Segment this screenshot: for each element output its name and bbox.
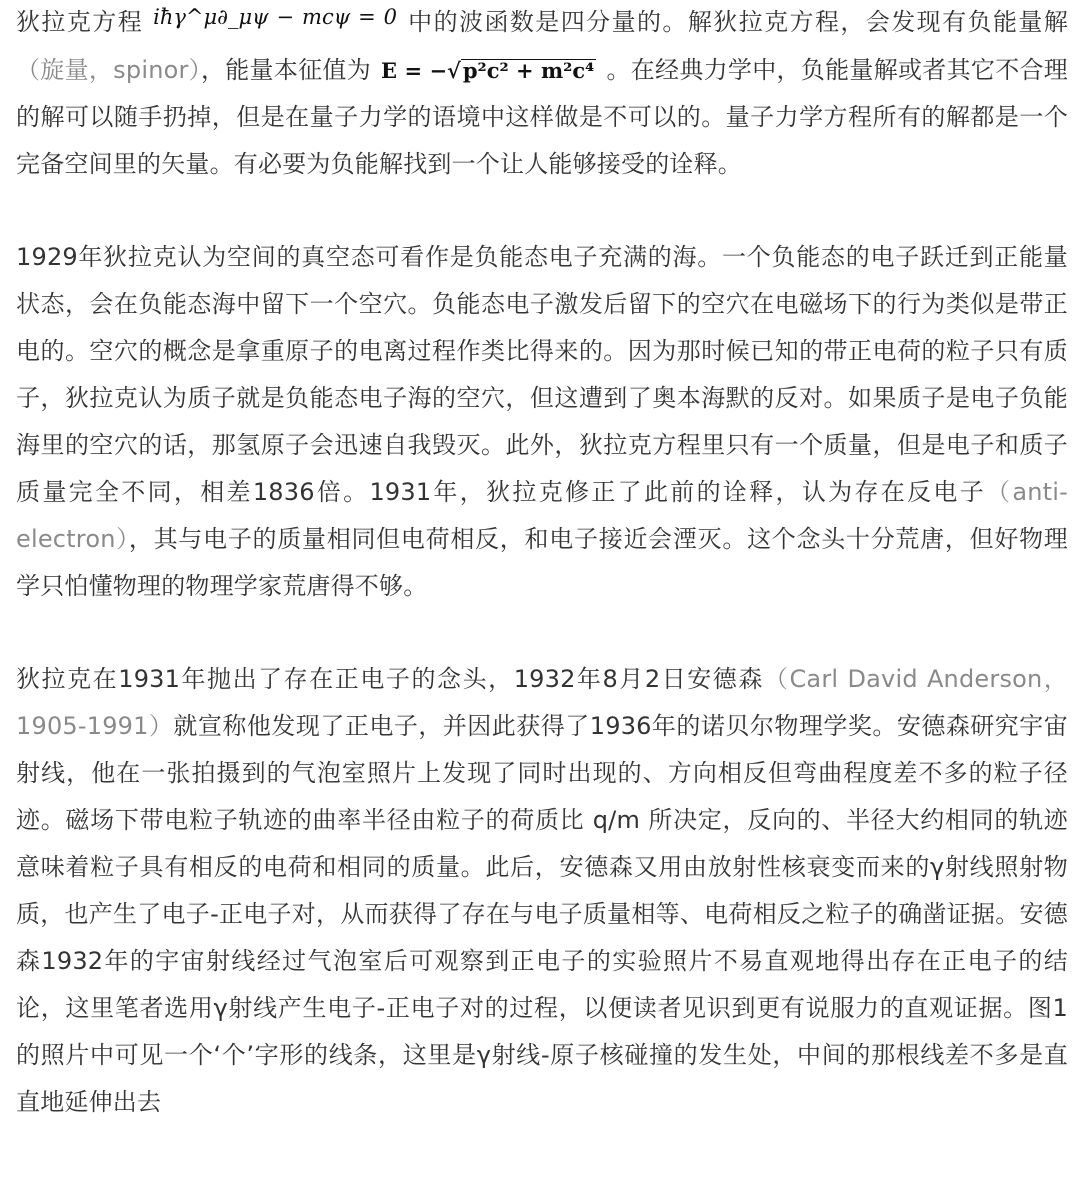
spinor-note: （旋量，spinor） bbox=[16, 56, 201, 84]
bottom-edge bbox=[0, 1185, 1080, 1195]
text-segment: ，能量本征值为 bbox=[200, 56, 372, 84]
dirac-equation-formula: iħγ^μ∂_μψ − mcψ = 0 bbox=[153, 5, 397, 29]
anti-electron-note: （anti-electron） bbox=[16, 478, 1069, 553]
paragraph-positron-discovery bbox=[16, 656, 1068, 1126]
text-segment: ，其与电子的质量相同但电荷相反，和电子接近会湮灭。这个念头十分荒唐，但好物理学只怕懂物理的物理学家荒唐得不够。 bbox=[16, 525, 1068, 600]
text-segment: 狄拉克在1931年抛出了存在正电子的念头，1932年8月2日安德森 bbox=[16, 665, 764, 693]
text-segment: 就宣称他发现了正电子，并因此获得了1936年的诺贝尔物理学奖。安德森研究宇宙射线，他在一张拍摄到的气泡室照片上发现了同时出现的、方向相反但弯曲程度差不多的粒子径迹。磁场下带电粒子轨迹的曲率半径由粒子的荷质比 q/m 所决定，反向的、半径大约相同的轨迹意味着粒子具有相反的电荷和相同的质量。此后，安德森又用由放射性核衰变而来的γ射线照射物质，也产生了电子-正电子对，从而获得了存在与电子质量相等、电荷相反之粒子的确凿证据。安德森1932年的宇宙射线经过气泡室后可观察到正电子的实验照片不易直观地得出存在正电子的结论，这里笔者选用γ射线产生电子-正电子对的过程，以便读者见识到更有说服力的直观证据。图1的照片中可见一个‘个’字形的线条，这里是γ射线-原子核碰撞的发生处，中间的那根线差不多是直直地延伸出去 bbox=[16, 712, 1068, 1116]
text-segment: 狄拉克方程 bbox=[16, 8, 144, 36]
formula-radicand: p²c² + m²c⁴ bbox=[462, 58, 595, 83]
text-segment: 。在经典力学中，负能量解或者其它不合理的解可以随手扔掉，但是在量子力学的语境中这样做是不可以的。量子力学方程所有的解都是一个完备空间里的矢量。有必要为负能解找到一个让人能够接受的诠释。 bbox=[16, 56, 1068, 178]
anderson-note: （Carl David Anderson，1905-1991） bbox=[16, 665, 1068, 740]
article-body bbox=[16, 0, 1068, 1126]
energy-eigenvalue-formula: E = −√p²c² + m²c⁴ bbox=[381, 58, 595, 83]
text-segment: 1929年狄拉克认为空间的真空态可看作是负能态电子充满的海。一个负能态的电子跃迁到正能量状态，会在负能态海中留下一个空穴。负能态电子激发后留下的空穴在电磁场下的行为类似是带正电的。空穴的概念是拿重原子的电离过程作类比得来的。因为那时候已知的带正电荷的粒子只有质子，狄拉克认为质子就是负能态电子海的空穴，但这遭到了奥本海默的反对。如果质子是电子负能海里的空穴的话，那氢原子会迅速自我毁灭。此外，狄拉克方程里只有一个质量，但是电子和质子质量完全不同，相差1836倍。1931年，狄拉克修正了此前的诠释，认为存在反电子 bbox=[16, 243, 1068, 506]
paragraph-dirac-sea bbox=[16, 234, 1068, 610]
text-segment: 中的波函数是四分量的。解狄拉克方程，会发现有负能量解 bbox=[406, 8, 1069, 36]
paragraph-dirac-equation bbox=[16, 0, 1068, 188]
formula-left: E = − bbox=[381, 58, 448, 83]
